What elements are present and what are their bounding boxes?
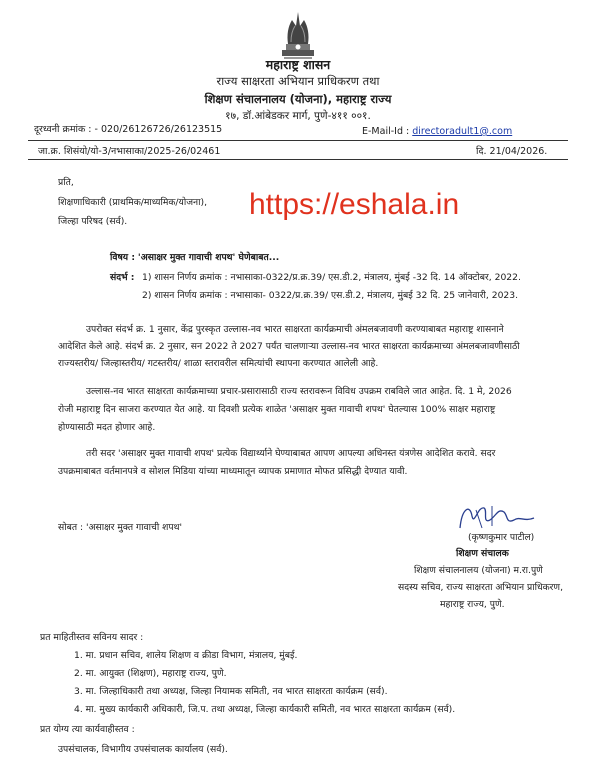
reference-item-1: 1) शासन निर्णय क्रमांक : नभासाका-0322/प्र.क्र.39/ एस.डी.2, मंत्रालय, मुंबई -32 दि. 14 ऑक्टोबर, 2022. [142,272,521,283]
signatory-line-4: महाराष्ट्र राज्य, पुणे. [440,599,505,610]
signatory-title: शिक्षण संचालक [456,548,509,559]
reference-number: जा.क्र. शिसंयो/यो-3/नभासाका/2025-26/02461 [38,146,221,157]
copy-info-item-2: 2. मा. आयुक्त (शिक्षण), महाराष्ट्र राज्य, पुणे. [74,668,227,679]
enclosure-note: सोबत : 'असाक्षर मुक्त गावाची शपथ' [58,522,183,533]
subject-label: विषय : [110,252,135,263]
header-divider [28,140,568,141]
signatory-line-2: शिक्षण संचालनालय (योजना) म.रा.पुणे [414,565,543,576]
paragraph-1-line-2: आदेशित केले आहे. संदर्भ क्र. 2 नुसार, सन 2022 ते 2027 पर्यंत चालणाऱ्या उल्लास-नव भारत साक्षरता कार्यक्रमाच्या अंमलबजावणीसाठी [58,341,520,352]
copy-info-item-3: 3. मा. जिल्हाधिकारी तथा अध्यक्ष, जिल्हा नियामक समिती, नव भारत साक्षरता कार्यक्रम (सर्व). [74,686,388,697]
paragraph-1-line-1: उपरोक्त संदर्भ क्र. 1 नुसार, केंद्र पुरस्कृत उल्लास-नव भारत साक्षरता कार्यक्रमाची अंमलबजावणी करण्याबाबत महाराष्ट्र शासनाने [86,324,504,335]
subject-text: 'असाक्षर मुक्त गावाची शपथ' घेणेबाबत... [137,252,280,263]
letter-date: दि. 21/04/2026. [476,146,548,157]
header-address: १७, डॉ.आंबेडकर मार्ग, पुणे-४११ ००१. [225,110,371,122]
paragraph-3-line-1: तरी सदर 'असाक्षर मुक्त गावाची शपथ' प्रत्येक विद्यार्थ्याने घेण्याबाबत आपण आपल्या अधिनस्त यंत्रणेस आदेशित करावे. सदर [86,448,496,459]
state-emblem-icon [274,4,322,62]
email-label: E-Mail-Id : [362,126,410,137]
signatory-line-3: सदस्य सचिव, राज्य साक्षरता अभियान प्राधिकरण, [398,582,563,593]
reference-divider [28,159,568,160]
references-label: संदर्भ : [110,272,135,283]
phone-number: - 020/26126726/26123515 [94,124,223,135]
paragraph-3-line-2: उपक्रमाबाबत वर्तमानपत्रे व सोशल मिडिया यांच्या माध्यमातून व्यापक प्रमाणात मोफत प्रसिद्धी देण्यात यावी. [58,466,408,477]
phone-row [34,122,222,135]
email-link[interactable]: directoradult1@.com [412,126,513,137]
phone-label: दूरध्वनी क्रमांक : [34,124,92,135]
email-row [362,126,512,137]
reference-item-2: 2) शासन निर्णय क्रमांक : नभासाका- 0322/प्र.क्र.39/ एस.डी.2, मंत्रालय, मुंबई 32 दि. 25 जानेवारी, 2023. [142,290,519,301]
org-name: महाराष्ट्र शासन [265,57,331,72]
copy-action-label: प्रत योग्य त्या कार्यवाहीस्तव : [40,724,135,735]
recipient-line-1: शिक्षणाधिकारी (प्राथमिक/माध्यमिक/योजना), [58,197,208,208]
paragraph-2-line-2: रोजी महाराष्ट्र दिन साजरा करण्यात येत आहे. या दिवशी प्रत्येक शाळेत 'असाक्षर मुक्त गावाची शपथ' घेतल्यास 100% साक्षर महाराष्ट्र [58,404,496,415]
subject-row [110,250,279,263]
paragraph-1-line-3: राज्यस्तरीय/ जिल्हास्तरीय/ गटस्तरीय/ शाळा स्तरावरील समित्यांची स्थापना करण्यात आलेली आहे. [58,358,379,369]
recipient-line-2: जिल्हा परिषद (सर्व). [58,216,128,227]
header-line-3: शिक्षण संचालनालय (योजना), महाराष्ट्र राज्य [204,92,392,106]
copy-action-item: उपसंचालक, विभागीय उपसंचालक कार्यालय (सर्व). [58,744,228,755]
watermark-url: https://eshala.in [249,188,460,221]
copy-info-item-4: 4. मा. मुख्य कार्यकारी अधिकारी, जि.प. तथा अध्यक्ष, जिल्हा कार्यकारी समिती, नव भारत साक्षरता कार्यक्रम (सर्व). [74,704,456,715]
signatory-name: (कृष्णकुमार पाटील) [468,532,535,543]
copy-info-label: प्रत माहितीस्तव सविनय सादर : [40,632,144,643]
copy-info-item-1: 1. मा. प्रधान सचिव, शालेय शिक्षण व क्रीडा विभाग, मंत्रालय, मुंबई. [74,650,298,661]
header-line-2: राज्य साक्षरता अभियान प्राधिकरण तथा [216,74,380,88]
paragraph-2-line-1: उल्लास-नव भारत साक्षरता कार्यक्रमाच्या प्रचार-प्रसारासाठी राज्य स्तरावरून विविध उपक्रम राबविले जात आहेत. दि. 1 मे, 2026 [86,386,512,397]
recipient-to: प्रति, [58,177,74,188]
paragraph-2-line-3: होण्यासाठी मदत होणार आहे. [58,422,156,433]
